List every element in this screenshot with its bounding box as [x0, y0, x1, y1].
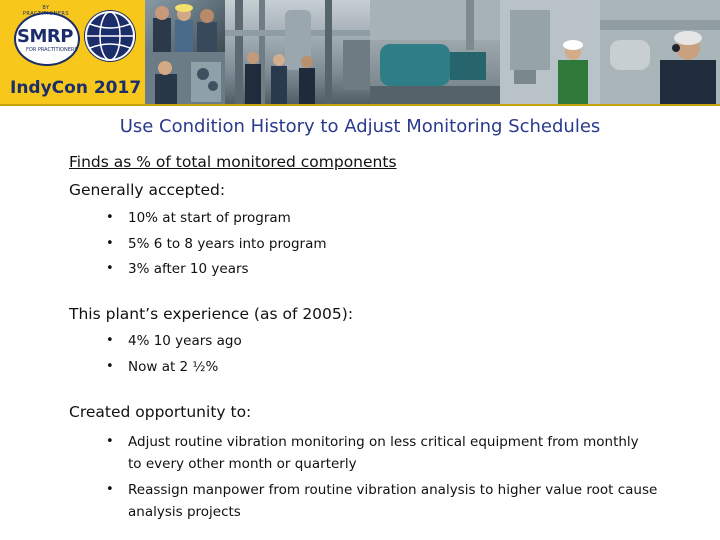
bullet-icon: •: [106, 261, 114, 276]
list-item: [106, 210, 291, 226]
photo-technician-hardhat: [500, 0, 600, 106]
bullet-icon: •: [106, 333, 114, 348]
slide-title: Use Condition History to Adjust Monitoring Schedules: [119, 116, 601, 137]
generally-item: 10% at start of program: [128, 210, 291, 226]
photo-motor-equipment: [370, 0, 500, 106]
bullet-icon: •: [106, 434, 114, 449]
finds-heading: Finds as % of total monitored components: [69, 153, 397, 171]
smrp-sub-text: FOR PRACTITIONERS: [26, 47, 78, 53]
event-name: IndyCon 2017: [10, 78, 142, 98]
bullet-icon: •: [106, 210, 114, 225]
smrp-ring-text: BY PRACTITIONERS: [22, 5, 70, 17]
list-item: [106, 479, 658, 523]
plant-item: Now at 2 ½%: [128, 359, 219, 375]
photo-plant-piping: [225, 0, 370, 106]
created-item: Reassign manpower from routine vibration analysis to higher value root cause analysis projects: [128, 482, 658, 520]
photo-operator-headset: [600, 0, 720, 106]
bullet-icon: •: [106, 359, 114, 374]
plant-item: 4% 10 years ago: [128, 333, 242, 349]
generally-heading: Generally accepted:: [69, 181, 226, 199]
list-item: [106, 333, 242, 349]
list-item: [106, 261, 249, 277]
bullet-icon: •: [106, 482, 114, 497]
smrp-wordmark: SMRP: [17, 26, 73, 47]
created-heading: Created opportunity to:: [69, 403, 252, 421]
list-item: [106, 236, 327, 252]
created-item: Adjust routine vibration monitoring on less critical equipment from monthly to every other month or quarterly: [128, 434, 639, 472]
plant-heading: This plant’s experience (as of 2005):: [69, 305, 354, 323]
header-photo-collage: [145, 0, 720, 106]
smrp-logo: [0, 0, 145, 106]
generally-item: 3% after 10 years: [128, 261, 249, 277]
globe-icon: [84, 10, 136, 62]
photo-technician-left: [145, 52, 225, 106]
photo-workers: [145, 0, 225, 52]
generally-item: 5% 6 to 8 years into program: [128, 236, 327, 252]
header-banner: [0, 0, 720, 106]
bullet-icon: •: [106, 236, 114, 251]
list-item: [106, 359, 219, 375]
header-divider: [0, 104, 720, 106]
list-item: [106, 431, 648, 475]
